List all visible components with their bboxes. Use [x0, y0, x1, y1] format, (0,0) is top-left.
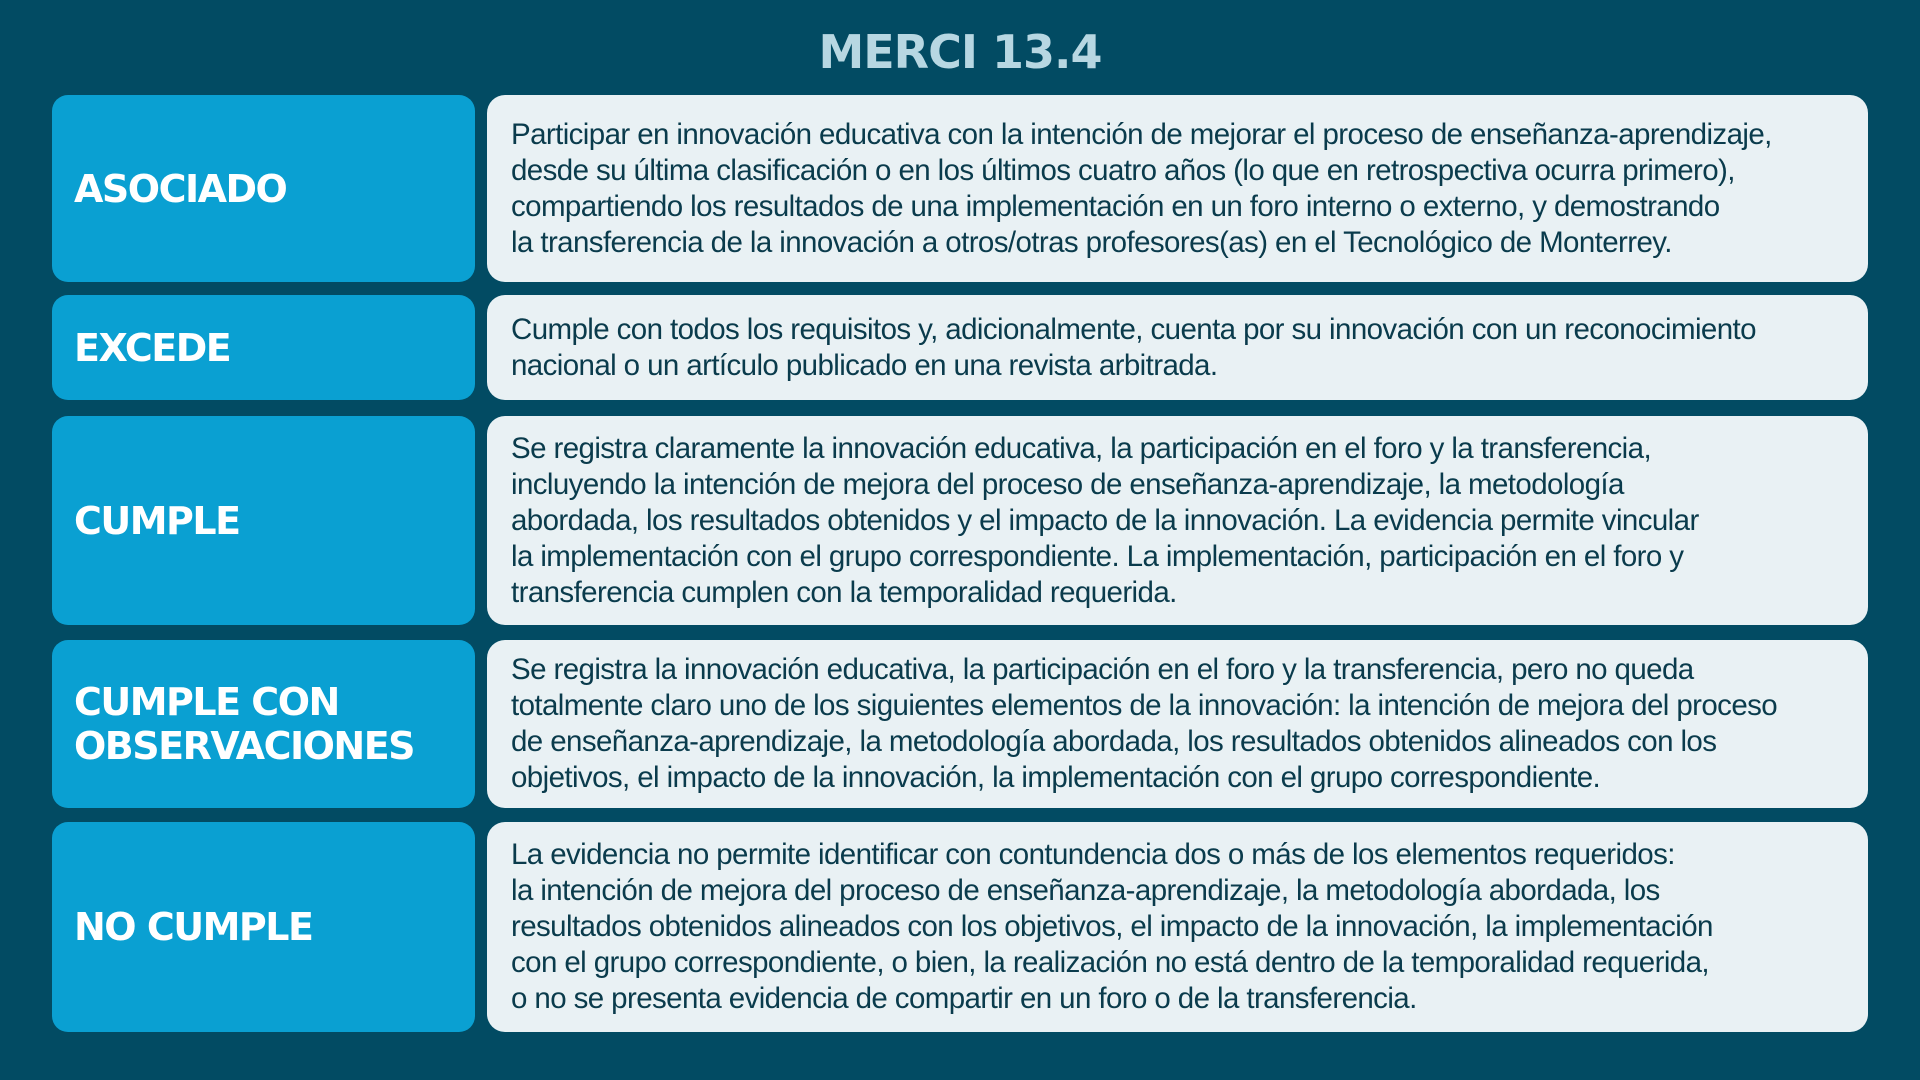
level-label: NO CUMPLE — [74, 905, 313, 949]
level-description: Cumple con todos los requisitos y, adicionalmente, cuenta por su innovación con un reconocimiento nacional o un artículo publicado en una revista arbitrada. — [511, 312, 1756, 382]
level-description-box — [487, 95, 1868, 282]
rubric-row-cumple — [52, 416, 1868, 625]
level-description-box — [487, 295, 1868, 400]
level-label: ASOCIADO — [74, 166, 287, 211]
level-label-box — [52, 95, 475, 282]
level-description-box — [487, 416, 1868, 625]
level-description: La evidencia no permite identificar con contundencia dos o más de los elementos requeridos: la intención de mejora del proceso de enseñanza-aprendizaje, la metodología abordada, los resultados obtenidos alineados con los objetivos, el impacto de la innovación, la implementación con el grupo correspondiente, o bien, la realización no está dentro de la temporalidad requerida, o no se presenta evidencia de compartir en un foro o de la transferencia. — [511, 838, 1713, 1015]
level-label: CUMPLE — [74, 498, 240, 543]
level-label: CUMPLE CON OBSERVACIONES — [74, 680, 415, 768]
level-label-box — [52, 295, 475, 400]
level-label-box — [52, 640, 475, 808]
rubric-row-cumple-con-observaciones — [52, 640, 1868, 808]
level-description: Participar en innovación educativa con la intención de mejorar el proceso de enseñanza-aprendizaje, desde su última clasificación o en los últimos cuatro años (lo que en retrospectiva ocurra primero), compartiendo los resultados de una implementación en un foro interno o externo, y demostrando la transferencia de la innovación a otros/otras profesores(as) en el Tecnológico de Monterrey. — [511, 117, 1772, 259]
level-description: Se registra la innovación educativa, la participación en el foro y la transferencia, pero no queda totalmente claro uno de los siguientes elementos de la innovación: la intención de mejora del proceso de enseñanza-aprendizaje, la metodología abordada, los resultados obtenidos alineados con los objetivos, el impacto de la innovación, la implementación con el grupo correspondiente. — [511, 653, 1778, 794]
level-description-box — [487, 822, 1868, 1032]
page-title: MERCI 13.4 — [818, 25, 1102, 79]
level-label-box — [52, 822, 475, 1032]
level-description-box — [487, 640, 1868, 808]
level-label: EXCEDE — [74, 325, 231, 370]
rubric-row-excede — [52, 295, 1868, 400]
rubric-row-no-cumple — [52, 822, 1868, 1032]
level-description: Se registra claramente la innovación educativa, la participación en el foro y la transferencia, incluyendo la intención de mejora del proceso de enseñanza-aprendizaje, la metodología abordada, los resultados obtenidos y el impacto de la innovación. La evidencia permite vincular la implementación con el grupo correspondiente. La implementación, participación en el foro y transferencia cumplen con la temporalidad requerida. — [511, 431, 1699, 609]
level-label-box — [52, 416, 475, 625]
rubric-row-asociado — [52, 95, 1868, 282]
